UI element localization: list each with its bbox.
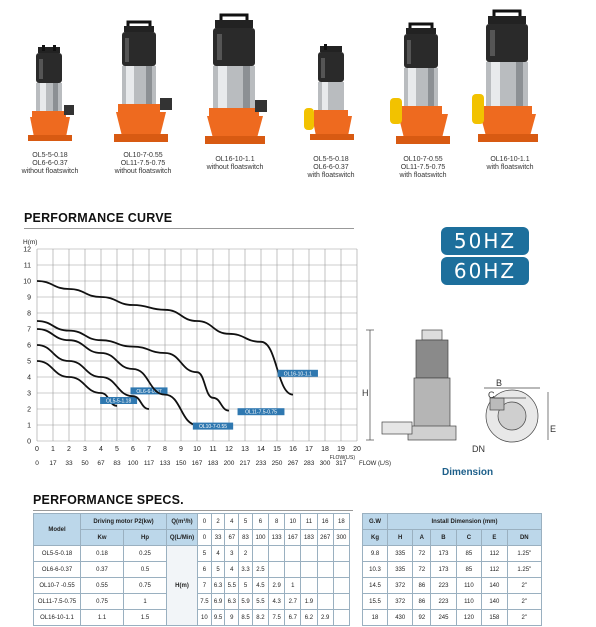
dimension-cell: 173 bbox=[431, 546, 456, 562]
pump-image-3 bbox=[203, 14, 269, 146]
dimension-cell: 110 bbox=[456, 578, 481, 594]
dimension-cell: 1.25" bbox=[507, 546, 541, 562]
head-value-cell: 2 bbox=[239, 546, 253, 562]
dimension-cell: 335 bbox=[388, 562, 413, 578]
y-tick-label: 6 bbox=[27, 342, 31, 350]
q-lmin-cell: 33 bbox=[211, 530, 225, 546]
head-value-cell: 4 bbox=[225, 562, 239, 578]
weight-cell: 10.3 bbox=[363, 562, 388, 578]
head-value-cell: 5 bbox=[239, 578, 253, 594]
y-tick-label: 4 bbox=[27, 374, 31, 382]
series-label: OL5-5-1.18 bbox=[105, 398, 132, 405]
head-value-cell bbox=[301, 562, 317, 578]
q-lmin-cell: 267 bbox=[317, 530, 333, 546]
q-m3h-cell: 8 bbox=[269, 514, 285, 530]
pump-image-1 bbox=[20, 45, 80, 145]
q-m3h-cell: 2 bbox=[211, 514, 225, 530]
dimension-cell: 173 bbox=[431, 562, 456, 578]
x-axis-label-top: FLOW(L/S) bbox=[329, 455, 355, 461]
kw-header: Kw bbox=[81, 530, 124, 546]
dimension-cell: 430 bbox=[388, 610, 413, 626]
q-lmin-cell: 67 bbox=[225, 530, 239, 546]
kw-cell: 0.75 bbox=[81, 594, 124, 610]
x-tick-label: 12 bbox=[225, 446, 233, 453]
y-tick-label: 5 bbox=[27, 358, 31, 366]
y-tick-label: 11 bbox=[23, 262, 31, 270]
dimension-cell: 86 bbox=[413, 578, 431, 594]
head-value-cell: 4.3 bbox=[269, 594, 285, 610]
performance-curve-title: PERFORMANCE CURVE bbox=[24, 211, 173, 225]
x-tick-label: 1 bbox=[51, 446, 55, 453]
dimension-cell: 120 bbox=[456, 610, 481, 626]
dim-col-header: E bbox=[482, 530, 507, 546]
dimension-cell: 245 bbox=[431, 610, 456, 626]
x-tick-label: 16 bbox=[289, 446, 297, 453]
weight-cell: 18 bbox=[363, 610, 388, 626]
head-value-cell: 6.9 bbox=[211, 594, 225, 610]
q-m3h-cell: 18 bbox=[333, 514, 349, 530]
x-tick-label-secondary: 250 bbox=[271, 460, 283, 467]
x-tick-label-secondary: 150 bbox=[175, 460, 187, 467]
x-tick-label: 18 bbox=[321, 446, 329, 453]
dim-letter-b: B bbox=[496, 378, 503, 388]
dimension-cell: 140 bbox=[482, 578, 507, 594]
dim-letter-e: E bbox=[550, 424, 557, 434]
dimension-cell: 2" bbox=[507, 578, 541, 594]
head-value-cell: 5.5 bbox=[252, 594, 268, 610]
dim-col-header: A bbox=[413, 530, 431, 546]
dimension-cell: 372 bbox=[388, 578, 413, 594]
q-lmin-cell: 183 bbox=[301, 530, 317, 546]
q-lmin-cell: 0 bbox=[198, 530, 212, 546]
y-tick-label: 8 bbox=[27, 310, 31, 318]
x-tick-label: 8 bbox=[163, 446, 167, 453]
x-tick-label-secondary: 100 bbox=[127, 460, 139, 467]
x-tick-label: 17 bbox=[305, 446, 313, 453]
y-tick-label: 7 bbox=[27, 326, 31, 334]
head-value-cell bbox=[333, 546, 349, 562]
x-tick-label: 6 bbox=[131, 446, 135, 453]
head-value-cell: 2.5 bbox=[252, 562, 268, 578]
head-value-cell bbox=[269, 562, 285, 578]
dim-col-header: C bbox=[456, 530, 481, 546]
head-value-cell: 9 bbox=[225, 610, 239, 626]
spec-row bbox=[34, 546, 350, 562]
dimension-cell: 110 bbox=[456, 594, 481, 610]
spec-table-left bbox=[33, 513, 350, 626]
dimension-cell: 92 bbox=[413, 610, 431, 626]
dimension-drawing bbox=[362, 326, 562, 462]
product-caption-3: OL16-10-1.1 without floatswitch bbox=[206, 156, 264, 171]
gw-header: G.W bbox=[363, 514, 388, 530]
performance-specs-title: PERFORMANCE SPECS. bbox=[33, 493, 184, 507]
head-value-cell: 2.9 bbox=[269, 578, 285, 594]
x-tick-label-secondary: 167 bbox=[191, 460, 203, 467]
head-value-cell: 5.5 bbox=[225, 578, 239, 594]
dimension-cell: 86 bbox=[413, 594, 431, 610]
x-tick-label: 20 bbox=[353, 446, 361, 453]
head-value-cell: 6.7 bbox=[285, 610, 301, 626]
y-tick-label: 12 bbox=[23, 246, 31, 254]
q-m3h-cell: 5 bbox=[239, 514, 253, 530]
product-caption-6: OL16-10-1.1 with floatswitch bbox=[486, 156, 534, 171]
x-tick-label: 11 bbox=[209, 446, 217, 453]
dimension-cell: 85 bbox=[456, 562, 481, 578]
head-value-cell: 6.3 bbox=[211, 578, 225, 594]
head-value-cell: 3.3 bbox=[239, 562, 253, 578]
q-lmin-cell: 83 bbox=[239, 530, 253, 546]
q-m3h-cell: 16 bbox=[317, 514, 333, 530]
head-value-cell: 8.2 bbox=[252, 610, 268, 626]
head-value-cell: 5.9 bbox=[239, 594, 253, 610]
x-tick-label: 0 bbox=[35, 446, 39, 453]
series-label: OL10-7-0.55 bbox=[198, 424, 228, 431]
x-tick-label: 3 bbox=[83, 446, 87, 453]
x-tick-label: 10 bbox=[193, 446, 201, 453]
h-header: H(m) bbox=[167, 546, 198, 626]
hp-cell: 0.25 bbox=[124, 546, 167, 562]
x-tick-label: 7 bbox=[147, 446, 151, 453]
head-value-cell: 1.9 bbox=[301, 594, 317, 610]
q-lmin-cell: 100 bbox=[252, 530, 268, 546]
head-value-cell bbox=[252, 546, 268, 562]
head-value-cell bbox=[285, 546, 301, 562]
x-tick-label-secondary: 50 bbox=[81, 460, 89, 467]
series-label: OL6-6-0.37 bbox=[136, 388, 162, 395]
product-caption-1: OL5-5-0.18 OL6-6-0.37 without floatswitch bbox=[21, 152, 79, 175]
pump-image-2 bbox=[110, 22, 176, 146]
head-value-cell bbox=[301, 546, 317, 562]
x-tick-label: 15 bbox=[273, 446, 281, 453]
x-tick-label: 5 bbox=[115, 446, 119, 453]
pump-image-4 bbox=[300, 44, 360, 146]
hp-cell: 0.75 bbox=[124, 578, 167, 594]
y-axis-label: H(m) bbox=[23, 239, 38, 246]
x-tick-label-secondary: 200 bbox=[223, 460, 235, 467]
head-value-cell: 2.7 bbox=[285, 594, 301, 610]
dim-letter-c: C bbox=[488, 390, 495, 400]
specs-title-underline bbox=[33, 510, 353, 511]
head-value-cell bbox=[333, 610, 349, 626]
pump-image-5 bbox=[388, 24, 458, 148]
x-tick-label-secondary: 83 bbox=[113, 460, 121, 467]
hz-badge-50: 50HZ bbox=[441, 227, 529, 255]
product-caption-2: OL10-7-0.55 OL11-7.5-0.75 without floatswitch bbox=[114, 152, 172, 175]
head-value-cell bbox=[317, 594, 333, 610]
x-tick-label-secondary: 117 bbox=[143, 460, 155, 467]
x-tick-label-secondary: 300 bbox=[319, 460, 331, 467]
x-tick-label-secondary: 0 bbox=[35, 460, 39, 467]
q-lmin-cell: 300 bbox=[333, 530, 349, 546]
q-m3h-cell: 4 bbox=[225, 514, 239, 530]
dimension-cell: 372 bbox=[388, 594, 413, 610]
head-value-cell: 4 bbox=[211, 546, 225, 562]
head-value-cell: 10 bbox=[198, 610, 212, 626]
dimension-cell: 158 bbox=[482, 610, 507, 626]
head-value-cell: 7.5 bbox=[269, 610, 285, 626]
head-value-cell bbox=[333, 578, 349, 594]
head-value-cell bbox=[317, 578, 333, 594]
head-value-cell: 4.5 bbox=[252, 578, 268, 594]
head-value-cell: 7 bbox=[198, 578, 212, 594]
x-tick-label: 4 bbox=[99, 446, 103, 453]
x-tick-label-secondary: 317 bbox=[335, 460, 347, 467]
head-value-cell: 6.3 bbox=[225, 594, 239, 610]
dimension-cell: 1.25" bbox=[507, 562, 541, 578]
kw-cell: 0.37 bbox=[81, 562, 124, 578]
x-tick-label: 14 bbox=[257, 446, 265, 453]
dim-col-header: H bbox=[388, 530, 413, 546]
y-tick-label: 9 bbox=[27, 294, 31, 302]
q-m3h-cell: 0 bbox=[198, 514, 212, 530]
x-tick-label: 19 bbox=[337, 446, 345, 453]
model-cell: OL5-5-0.18 bbox=[34, 546, 81, 562]
x-tick-label-secondary: 233 bbox=[255, 460, 267, 467]
y-tick-label: 1 bbox=[27, 422, 31, 430]
x-tick-label-secondary: 17 bbox=[49, 460, 57, 467]
dim-letter-h: H bbox=[362, 388, 369, 398]
y-tick-label: 2 bbox=[27, 406, 31, 414]
product-caption-5: OL10-7-0.55 OL11-7.5-0.75 with floatswitch bbox=[399, 156, 447, 179]
dimension-cell: 2" bbox=[507, 610, 541, 626]
x-tick-label-secondary: 267 bbox=[287, 460, 299, 467]
dimension-cell: 335 bbox=[388, 546, 413, 562]
kw-cell: 0.55 bbox=[81, 578, 124, 594]
series-label: OL16-10-1.1 bbox=[283, 371, 312, 378]
model-cell: OL11-7.5-0.75 bbox=[34, 594, 81, 610]
head-value-cell: 6 bbox=[198, 562, 212, 578]
dimension-row bbox=[363, 562, 542, 578]
performance-chart bbox=[0, 238, 392, 470]
q-lmin-cell: 133 bbox=[269, 530, 285, 546]
x-tick-label: 9 bbox=[179, 446, 183, 453]
head-value-cell: 3 bbox=[225, 546, 239, 562]
model-cell: OL10-7 -0.55 bbox=[34, 578, 81, 594]
dimension-caption: Dimension bbox=[442, 467, 494, 478]
dimension-cell: 85 bbox=[456, 546, 481, 562]
x-tick-label-secondary: 217 bbox=[239, 460, 251, 467]
kw-cell: 1.1 bbox=[81, 610, 124, 626]
dimension-row bbox=[363, 546, 542, 562]
x-tick-label: 13 bbox=[241, 446, 249, 453]
head-value-cell bbox=[269, 546, 285, 562]
kg-header: Kg bbox=[363, 530, 388, 546]
product-caption-4: OL5-5-0.18 OL6-6-0.37 with floatswitch bbox=[307, 156, 355, 179]
y-tick-label: 0 bbox=[27, 438, 31, 446]
dimension-cell: 223 bbox=[431, 578, 456, 594]
head-value-cell: 8.5 bbox=[239, 610, 253, 626]
dimension-cell: 140 bbox=[482, 594, 507, 610]
pump-image-6 bbox=[472, 10, 544, 146]
y-tick-label: 3 bbox=[27, 390, 31, 398]
x-tick-label: 2 bbox=[67, 446, 71, 453]
head-value-cell: 5 bbox=[198, 546, 212, 562]
q-m3h-header: Q(m³/h) bbox=[167, 514, 198, 530]
dimension-row bbox=[363, 610, 542, 626]
hp-cell: 1 bbox=[124, 594, 167, 610]
head-value-cell: 2.9 bbox=[317, 610, 333, 626]
head-value-cell bbox=[333, 594, 349, 610]
q-m3h-cell: 11 bbox=[301, 514, 317, 530]
weight-cell: 9.8 bbox=[363, 546, 388, 562]
head-value-cell: 9.5 bbox=[211, 610, 225, 626]
dimension-cell: 72 bbox=[413, 546, 431, 562]
q-lmin-cell: 167 bbox=[285, 530, 301, 546]
dim-col-header: DN bbox=[507, 530, 541, 546]
hp-cell: 1.5 bbox=[124, 610, 167, 626]
q-m3h-cell: 10 bbox=[285, 514, 301, 530]
dim-letter-dn: DN bbox=[472, 444, 485, 454]
head-value-cell bbox=[333, 562, 349, 578]
model-cell: OL16-10-1.1 bbox=[34, 610, 81, 626]
head-value-cell: 7.5 bbox=[198, 594, 212, 610]
dim-col-header: B bbox=[431, 530, 456, 546]
kw-cell: 0.18 bbox=[81, 546, 124, 562]
head-value-cell bbox=[317, 562, 333, 578]
dimension-cell: 2" bbox=[507, 594, 541, 610]
weight-cell: 15.5 bbox=[363, 594, 388, 610]
dimension-cell: 112 bbox=[482, 562, 507, 578]
series-label: OL11-7.5-0.75 bbox=[245, 409, 277, 416]
spec-table-right bbox=[362, 513, 542, 626]
x-tick-label-secondary: 33 bbox=[65, 460, 73, 467]
install-dimension-header: Install Dimension (mm) bbox=[388, 514, 542, 530]
x-tick-label-secondary: 67 bbox=[97, 460, 105, 467]
model-header: Model bbox=[34, 514, 81, 546]
x-tick-label-secondary: 133 bbox=[159, 460, 171, 467]
dimension-cell: 223 bbox=[431, 594, 456, 610]
dimension-row bbox=[363, 594, 542, 610]
x-tick-label-secondary: 183 bbox=[207, 460, 219, 467]
head-value-cell bbox=[301, 578, 317, 594]
head-value-cell bbox=[317, 546, 333, 562]
hp-cell: 0.5 bbox=[124, 562, 167, 578]
dimension-cell: 72 bbox=[413, 562, 431, 578]
title-underline bbox=[24, 228, 354, 229]
head-value-cell: 6.2 bbox=[301, 610, 317, 626]
head-value-cell: 1 bbox=[285, 578, 301, 594]
weight-cell: 14.5 bbox=[363, 578, 388, 594]
head-value-cell bbox=[285, 562, 301, 578]
x-tick-label-secondary: 283 bbox=[303, 460, 315, 467]
x-axis-label-bottom: FLOW (L/S) bbox=[359, 461, 392, 467]
model-cell: OL6-6-0.37 bbox=[34, 562, 81, 578]
hp-header: Hp bbox=[124, 530, 167, 546]
q-lmin-header: Q(L/Min) bbox=[167, 530, 198, 546]
motor-header: Driving motor P2(kw) bbox=[81, 514, 167, 530]
q-m3h-cell: 6 bbox=[252, 514, 268, 530]
dimension-cell: 112 bbox=[482, 546, 507, 562]
hz-badge-60: 60HZ bbox=[441, 257, 529, 285]
head-value-cell: 5 bbox=[211, 562, 225, 578]
y-tick-label: 10 bbox=[23, 278, 31, 286]
dimension-row bbox=[363, 578, 542, 594]
